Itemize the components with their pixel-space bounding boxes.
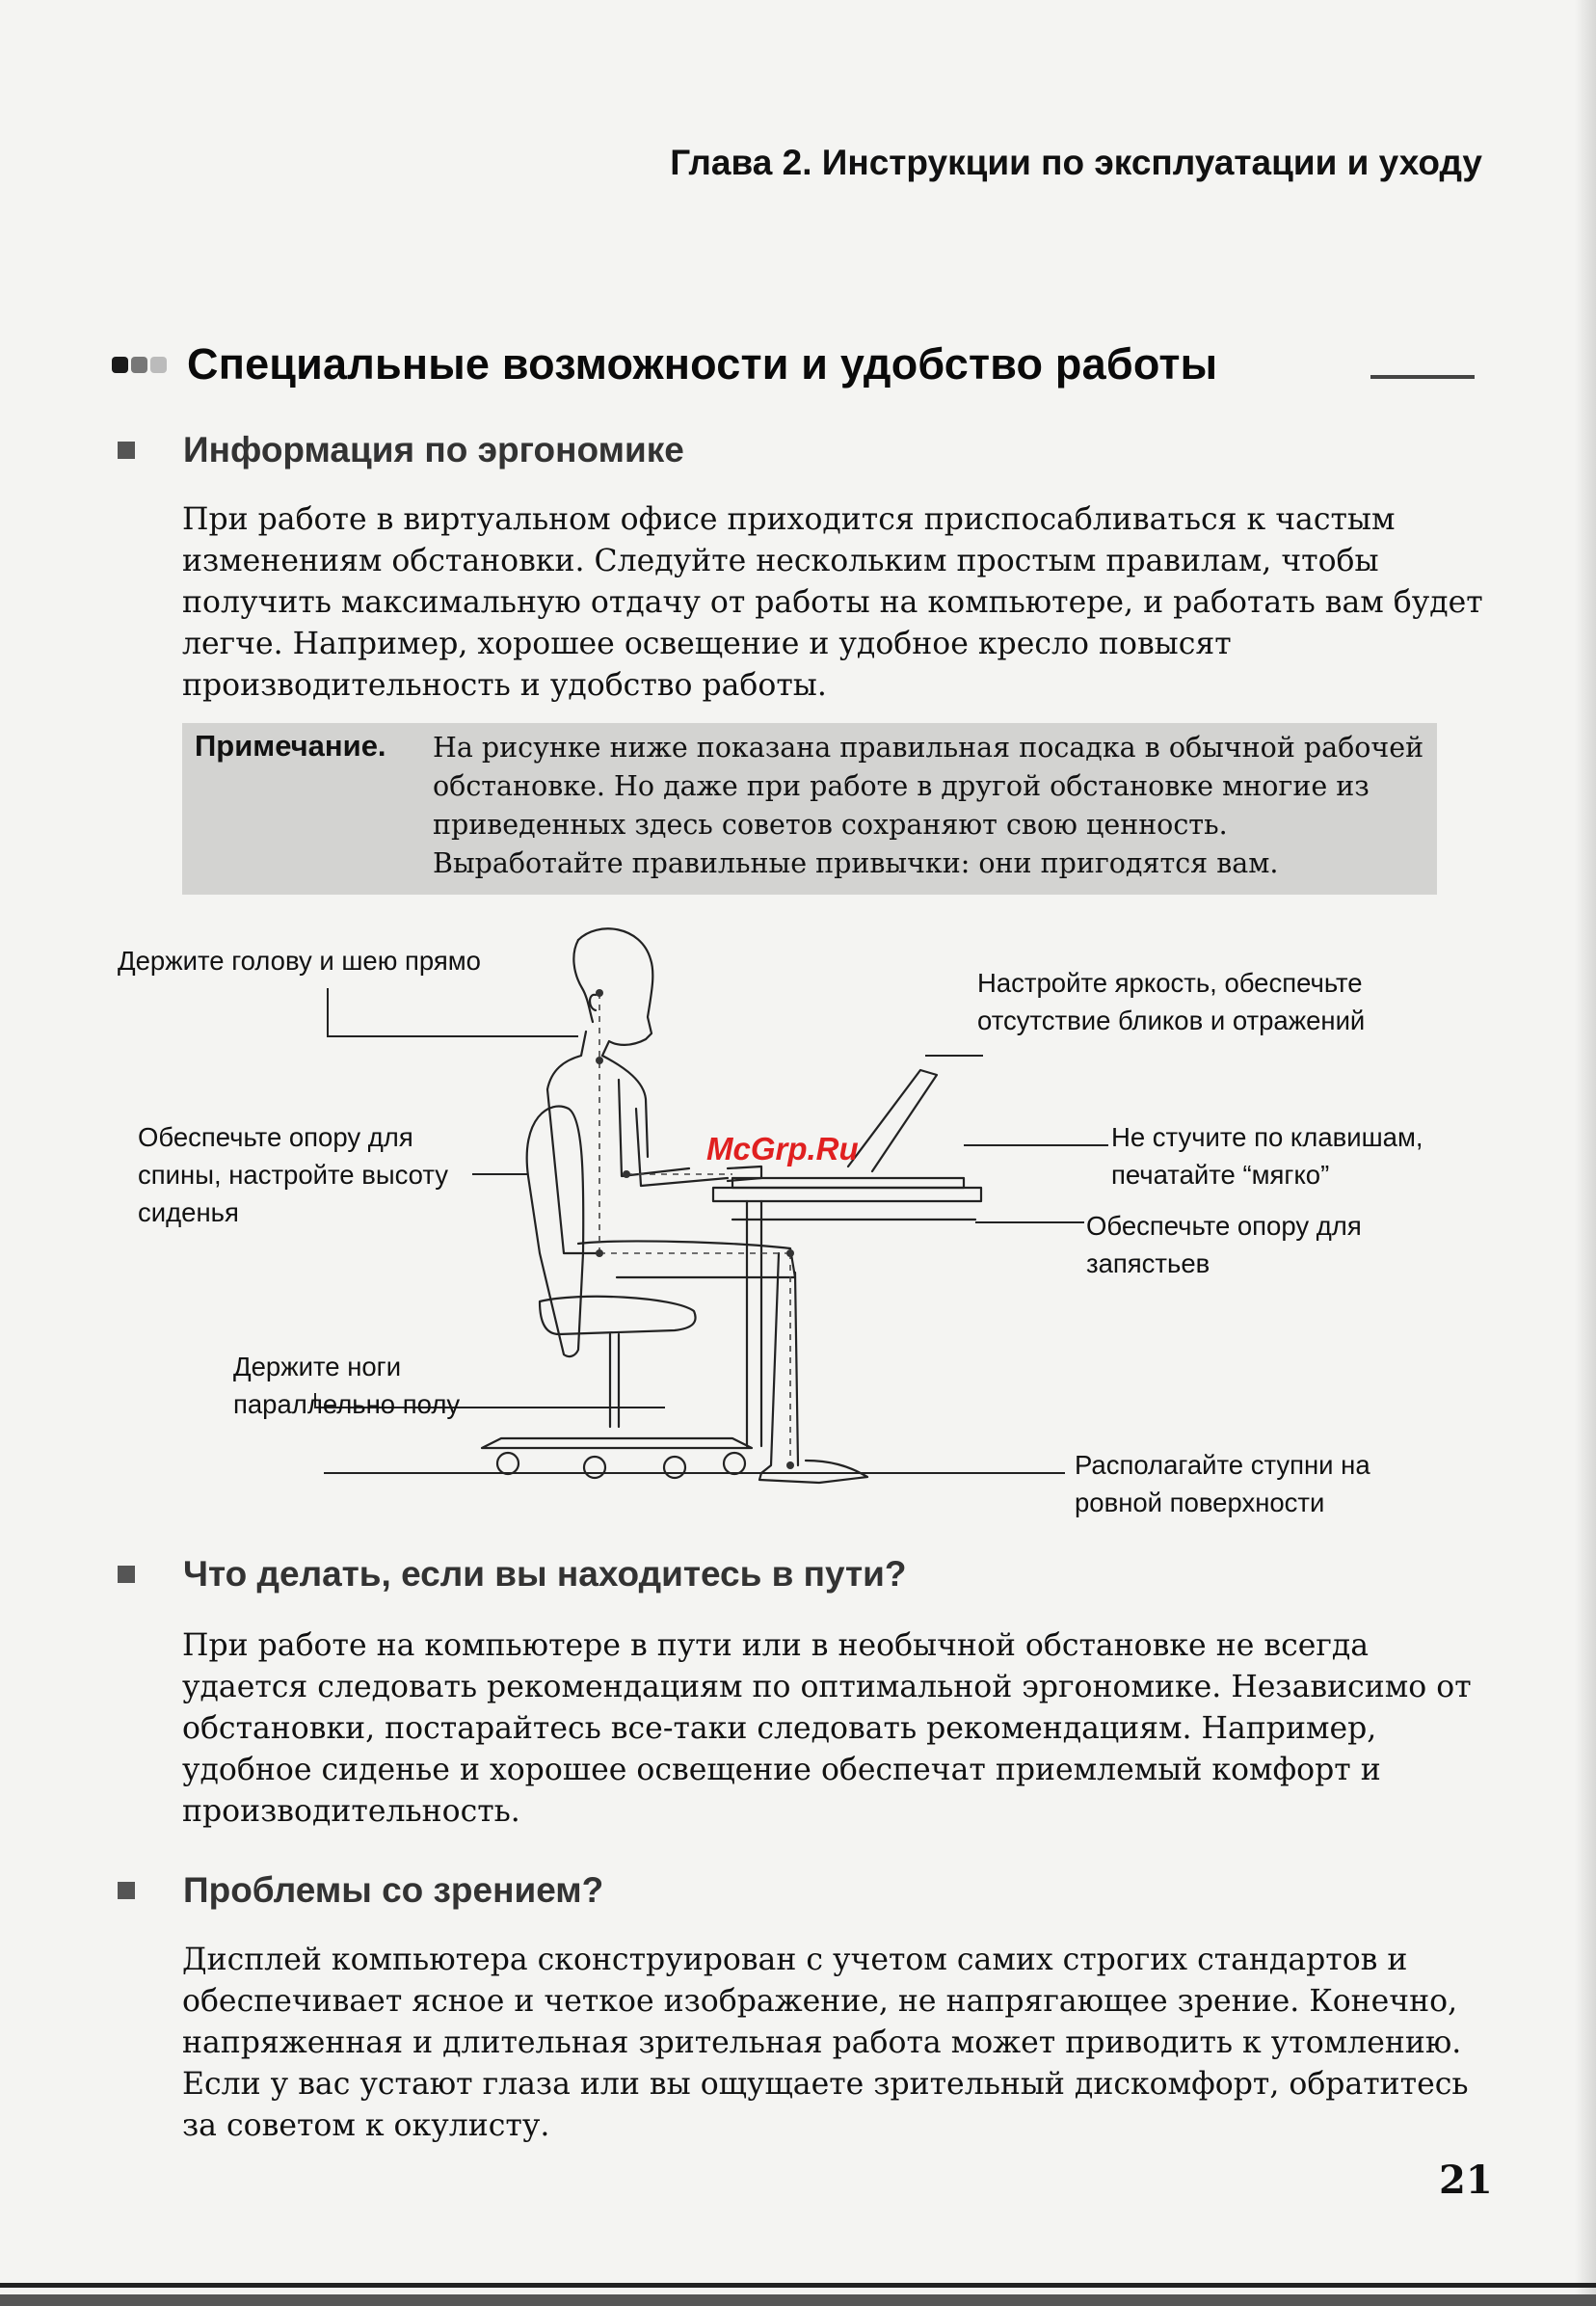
vision-paragraph [182,1940,1483,2147]
subheading-ergonomics [118,430,684,470]
callout-line: спины, настройте высоту [138,1160,449,1190]
callout-line: Держите ноги [233,1352,402,1381]
callout-line: Располагайте ступни на [1075,1450,1370,1480]
text-line: удается следовать рекомендациям по оптимальной эргономике. Независимо от [182,1670,1472,1704]
bottom-border [0,2283,1596,2288]
square-bullet-icon [118,1566,135,1583]
callout-line: Не стучите по клавишам, [1111,1122,1423,1152]
section-bullets-icon [112,357,170,373]
chair-back [527,1107,584,1357]
foot [759,1461,867,1483]
chair-seat [540,1297,696,1334]
text-line: за советом к окулисту. [182,2108,550,2143]
watermark: McGrp.Ru [706,1131,859,1166]
upper-arm [619,1080,689,1176]
chair-wheel [584,1457,605,1478]
text-line: напряженная и длительная зрительная работа может приводить к утомлению. [182,2025,1462,2060]
callout-keys [1111,1118,1423,1193]
callout-brightness [977,964,1365,1039]
section-heading [112,339,1217,389]
subheading-vision [118,1870,603,1911]
chapter-header: Глава 2. Инструкции по эксплуатации и уходу [670,143,1482,182]
callout-legs [233,1348,460,1423]
callout-line: ровной поверхности [1075,1488,1325,1517]
chair-wheel [664,1457,685,1478]
subheading-text: Информация по эргономике [183,430,684,469]
bottom-border-shadow [0,2294,1596,2306]
callout-wrists [1086,1207,1362,1282]
text-line: обстановке. Но даже при работе в другой обстановке многие из [433,770,1370,802]
text-line: обстановки, постарайтесь все-таки следовать рекомендациям. Например, [182,1711,1377,1746]
square-bullet-icon [118,442,135,459]
subheading-text: Проблемы со зрением? [183,1870,604,1910]
text-line: удобное сиденье и хорошее освещение обеспечат приемлемый комфорт и [182,1753,1381,1787]
torso-front [602,1056,648,1157]
ear [590,995,596,1010]
callout-line: Настройте яркость, обеспечьте [977,968,1363,998]
desk-top [713,1188,981,1201]
text-line: Если у вас устают глаза или вы ощущаете зрительный дискомфорт, обратитесь [182,2067,1469,2102]
callout-line: Обеспечьте опору для [1086,1211,1362,1241]
text-line: легче. Например, хорошее освещение и удобное кресло повысят [182,627,1232,661]
chair-wheel [497,1453,519,1474]
callout-head: Держите голову и шею прямо [118,946,481,976]
callout-line: Обеспечьте опору для [138,1122,413,1152]
travel-paragraph [182,1625,1483,1833]
callout-line: отсутствие бликов и отражений [977,1006,1366,1035]
leader-head [328,988,578,1036]
text-line: приведенных здесь советов сохраняют свою ценность. [433,809,1228,841]
text-line: Дисплей компьютера сконструирован с учетом самих строгих стандартов и [182,1943,1408,1977]
chair-wheel [724,1453,745,1474]
page-number: 21 [1439,2158,1493,2203]
text-line: На рисунке ниже показана правильная посадка в обычной рабочей [433,732,1424,764]
section-title: Специальные возможности и удобство работы [187,339,1218,389]
head [578,928,652,1056]
note-label: Примечание. [195,729,386,763]
text-line: Выработайте правильные привычки: они пригодятся вам. [433,847,1279,879]
callout-line: запястьев [1086,1248,1210,1278]
torso-back [547,1032,598,1253]
callout-line: параллельно полу [233,1389,461,1419]
callout-back [138,1118,448,1231]
text-line: получить максимальную отдачу от работы на компьютере, и работать вам будет [182,585,1483,620]
callout-line: сиденья [138,1197,239,1227]
lower-leg [761,1253,779,1473]
subheading-travel [118,1554,907,1595]
text-line: производительность. [182,1794,520,1829]
text-line: обеспечивает ясное и четкое изображение, не напрягающее зрение. Конечно, [182,1984,1458,2019]
text-line: производительность и удобство работы. [182,668,827,703]
thigh [578,1242,795,1277]
text-line: изменениям обстановки. Следуйте нескольким простым правилам, чтобы [182,544,1379,578]
chair-base [482,1438,752,1448]
subheading-text: Что делать, если вы находитесь в пути? [183,1554,907,1594]
text-line: При работе в виртуальном офисе приходится приспосабливаться к частым [182,502,1396,537]
text-line: При работе на компьютере в пути или в необычной обстановке не всегда [182,1628,1370,1663]
title-rule [1370,375,1475,379]
note-text [433,729,1435,883]
ergonomics-paragraph [182,499,1483,707]
callout-line: печатайте “мягко” [1111,1160,1330,1190]
laptop-screen [848,1070,937,1171]
callout-feet [1075,1446,1370,1521]
square-bullet-icon [118,1882,135,1899]
laptop-base [732,1178,964,1188]
